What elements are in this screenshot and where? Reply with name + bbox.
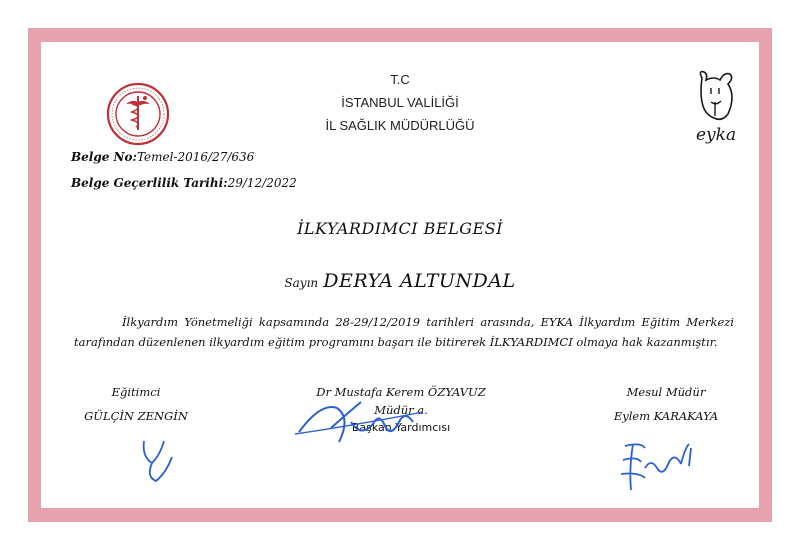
recipient-prefix: Sayın [284,276,319,290]
certificate-border [28,28,772,522]
manager-name: Eylem KARAKAYA [613,409,719,423]
deputy-title-1: Müdür a. [374,403,428,417]
manager-role: Mesul Müdür [626,385,706,399]
signature-block-manager [601,385,731,423]
ministry-seal-icon [106,82,170,146]
validity-date [71,176,297,190]
doc-number-value: Temel-2016/27/636 [136,150,255,164]
certificate-text: İlkyardım Yönetmeliği kapsamında 28-29/12/2019 tarihleri arasında, EYKA İlkyardım Eğitim Merkezi tarafından düzenlenen ilkyardım eğitim programını başarı ile bitirerek İLKYARDIMCI olmaya hak kazanmıştır. [74,315,734,349]
eyka-logo-icon [684,66,754,146]
recipient [41,270,759,292]
certificate-body [41,42,759,508]
manager-signature-icon [611,438,701,498]
doc-number-label: Belge No: [71,150,137,164]
certificate-title: İLKYARDIMCI BELGESİ [297,219,503,238]
header-istanbul: İSTANBUL VALİLİĞİ [341,95,459,110]
doc-number [71,150,254,164]
trainer-signature-icon [136,437,176,487]
trainer-name: GÜLÇİN ZENGİN [84,409,188,423]
recipient-name: DERYA ALTUNDAL [323,270,516,292]
header-tc: T.C [390,72,410,87]
deputy-signature-icon [291,382,431,452]
trainer-role: Eğitimci [111,385,161,399]
deputy-name: Dr Mustafa Kerem ÖZYAVUZ [316,385,486,399]
eyka-logo-text: eyka [696,125,737,145]
validity-label: Belge Geçerlilik Tarihi: [71,176,228,190]
deputy-title-2: Başkan Yardımcısı [351,421,451,434]
validity-value: 29/12/2022 [227,176,297,190]
header-directorate: İL SAĞLIK MÜDÜRLÜĞÜ [325,118,475,133]
signature-block-trainer [71,385,201,423]
